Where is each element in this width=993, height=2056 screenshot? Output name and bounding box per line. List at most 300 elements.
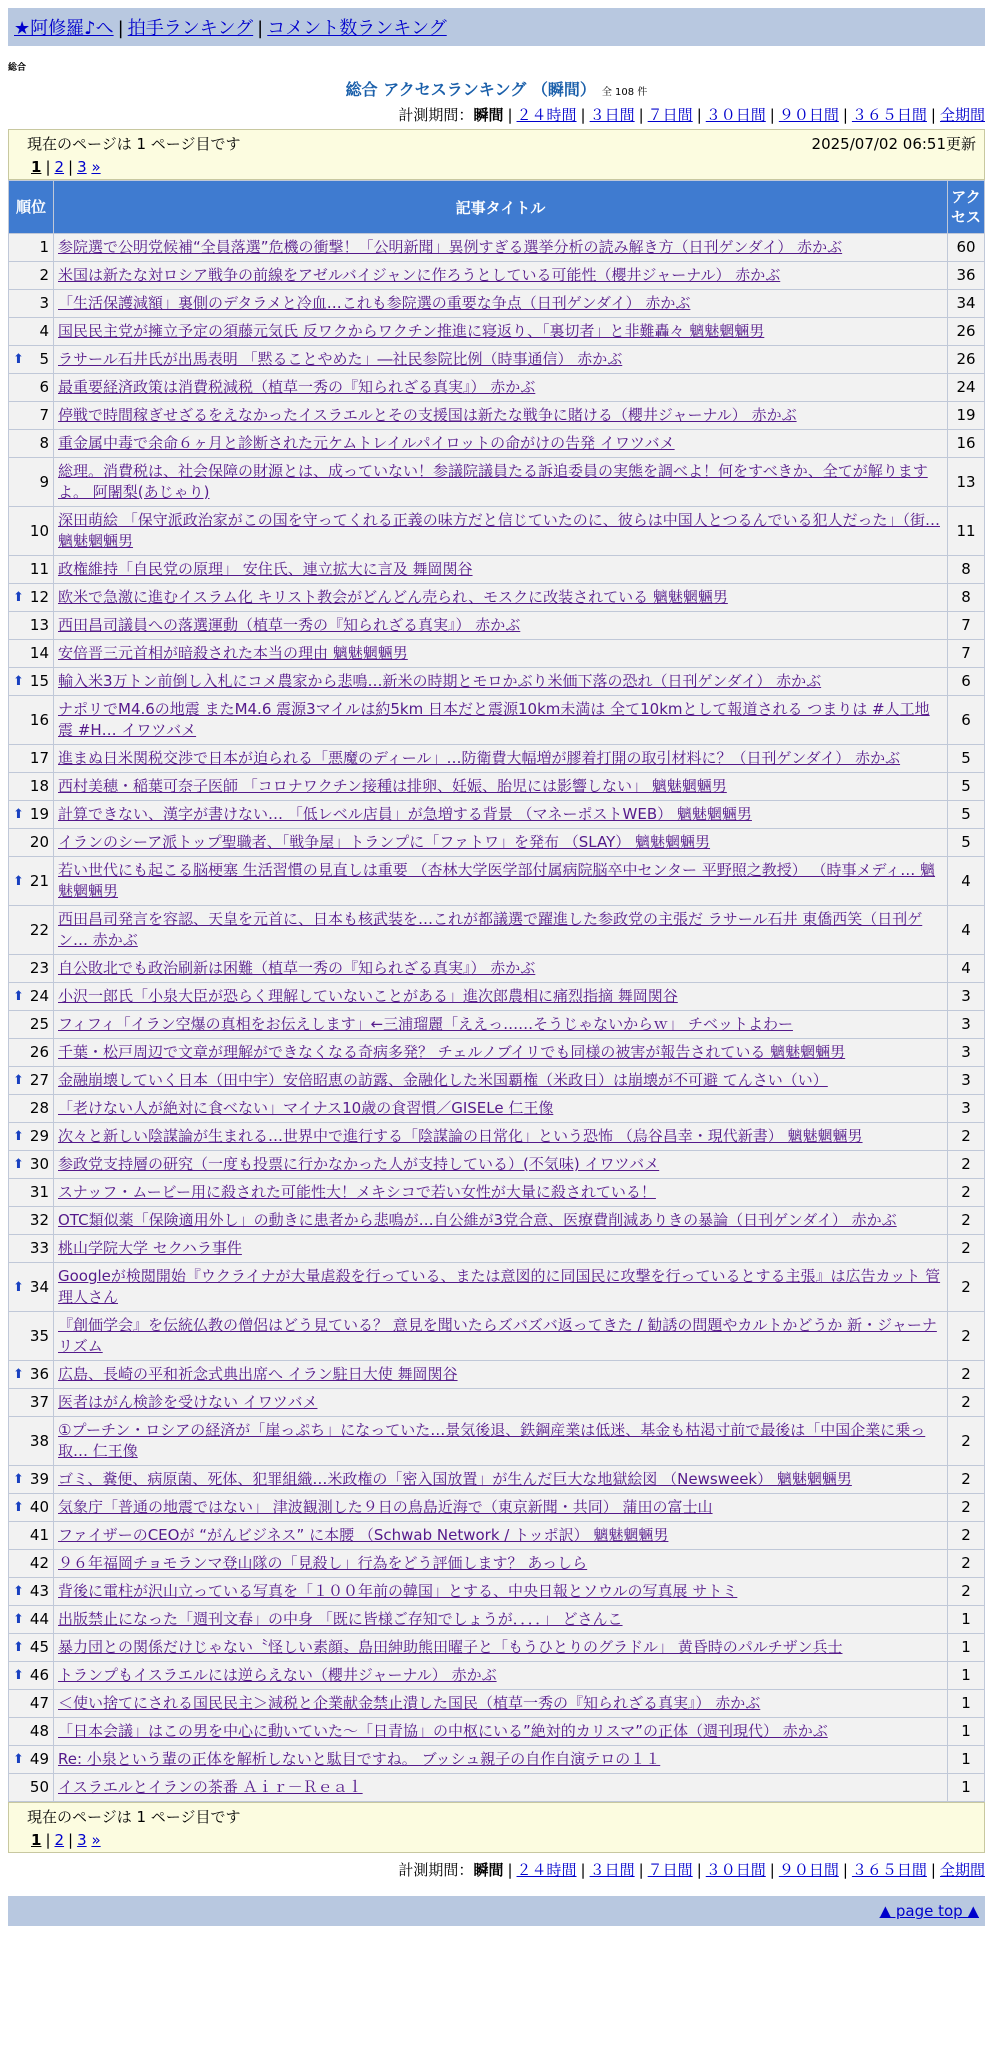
rank-up-icon: ⬆	[13, 807, 24, 822]
access-count: 2	[948, 1550, 985, 1578]
article-link[interactable]: 出版禁止になった「週刊文春」の中身 「既に皆様ご存知でしょうが．．．．」 どさんこ	[58, 1610, 623, 1628]
access-count: 6	[948, 696, 985, 745]
access-count: 60	[948, 234, 985, 262]
access-count: 1	[948, 1774, 985, 1802]
table-row	[9, 584, 985, 612]
table-row	[9, 857, 985, 906]
title-cell	[54, 1151, 948, 1179]
rank-cell	[9, 1263, 54, 1312]
table-row	[9, 507, 985, 556]
access-count: 8	[948, 556, 985, 584]
rank-cell	[9, 1011, 54, 1039]
title-cell	[54, 402, 948, 430]
table-row	[9, 556, 985, 584]
table-row	[9, 1095, 985, 1123]
table-row	[9, 458, 985, 507]
table-row	[9, 612, 985, 640]
table-row	[9, 773, 985, 801]
table-row	[9, 1151, 985, 1179]
next-page-link[interactable]: »	[91, 158, 101, 176]
rank-number: 46	[29, 1666, 49, 1684]
page-link[interactable]: 3	[77, 1831, 87, 1849]
table-row	[9, 1550, 985, 1578]
rank-cell	[9, 1774, 54, 1802]
article-link[interactable]: 計算できない、漢字が書けない… 「低レベル店員」が急増する背景 （マネーポストWEB） 魑魅魍魎男	[58, 805, 752, 823]
title-cell	[54, 983, 948, 1011]
title-cell	[54, 1662, 948, 1690]
access-count: 2	[948, 1263, 985, 1312]
rank-cell	[9, 1095, 54, 1123]
title-cell	[54, 1774, 948, 1802]
rank-cell	[9, 1522, 54, 1550]
article-link[interactable]: ファイザーのCEOが “がんビジネス” に本腰 （Schwab Network / トッポ訳） 魑魅魍魎男	[58, 1526, 669, 1544]
title-cell	[54, 430, 948, 458]
table-row	[9, 801, 985, 829]
rank-number: 11	[29, 560, 49, 578]
article-link[interactable]: ゴミ、糞便、病原菌、死体、犯罪組織…米政権の「密入国放置」が生んだ巨大な地獄絵図 （Newsweek） 魑魅魍魎男	[58, 1470, 852, 1488]
article-link[interactable]: 西田昌司発言を容認、天皇を元首に、日本も核武装を…これが都議選で躍進した参政党の主張だ ラサール石井 東僑西笑（日刊ゲン… 赤かぶ	[58, 910, 923, 949]
table-row	[9, 1389, 985, 1417]
article-link[interactable]: 総理。消費税は、社会保障の財源とは、成っていない！参議院議員たる訴追委員の実態を調べよ！何をすべきか、全てが解りますよ。 阿闍梨(あじゃり)	[58, 462, 928, 501]
rank-number: 3	[39, 294, 49, 312]
article-link[interactable]: 安倍晋三元首相が暗殺された本当の理由 魑魅魍魎男	[58, 644, 408, 662]
pagination-box-bottom	[8, 1802, 985, 1853]
article-link[interactable]: ＜使い捨てにされる国民民主＞減税と企業献金禁止潰した国民（植草一秀の『知られざる真実』） 赤かぶ	[58, 1694, 761, 1712]
table-row	[9, 1466, 985, 1494]
article-link[interactable]: OTC類似薬「保険適用外し」の動きに患者から悲鳴が…自公維が3党合意、医療費削減ありきの暴論（日刊ゲンダイ） 赤かぶ	[58, 1211, 897, 1229]
table-row	[9, 262, 985, 290]
access-count: 1	[948, 1662, 985, 1690]
access-count: 1	[948, 1746, 985, 1774]
rank-number: 35	[29, 1326, 49, 1345]
title-cell	[54, 1578, 948, 1606]
rank-cell	[9, 1151, 54, 1179]
rank-number: 22	[29, 920, 49, 939]
rank-cell	[9, 745, 54, 773]
page-title: 総合 アクセスランキング （瞬間）	[345, 80, 596, 99]
page-indicator: 現在のページは 1 ページ目です	[27, 135, 241, 153]
title-cell	[54, 556, 948, 584]
access-count: 1	[948, 1690, 985, 1718]
rank-number: 37	[29, 1393, 49, 1411]
pager-sep: |	[45, 158, 51, 176]
table-row	[9, 1690, 985, 1718]
title-cell	[54, 1690, 948, 1718]
period-link[interactable]: ２４時間	[516, 1861, 577, 1879]
rank-number: 39	[29, 1470, 49, 1488]
article-link[interactable]: 金融崩壊していく日本（田中宇）安倍昭恵の訪露、金融化した米国覇権（米政日）は崩壊が不可避 てんさい（い）	[58, 1071, 828, 1089]
table-row	[9, 1417, 985, 1466]
rank-cell	[9, 1662, 54, 1690]
table-row	[9, 640, 985, 668]
article-link[interactable]: ラサール石井氏が出馬表明 「黙ることやめた」―社民参院比例（時事通信） 赤かぶ	[58, 350, 623, 368]
article-link[interactable]: ９６年福岡チョモランマ登山隊の「見殺し」行為をどう評価します？ あっしら	[58, 1554, 588, 1572]
access-count: 8	[948, 584, 985, 612]
total-count: 全 108 件	[601, 87, 648, 98]
rank-number: 32	[29, 1211, 49, 1229]
access-count: 3	[948, 1067, 985, 1095]
table-row	[9, 745, 985, 773]
access-count: 2	[948, 1494, 985, 1522]
rank-number: 38	[29, 1431, 49, 1450]
nav-sep: |	[117, 18, 124, 39]
article-link[interactable]: 政権維持「自民党の原理」 安住氏、連立拡大に言及 舞岡関谷	[58, 560, 473, 578]
rank-cell	[9, 1179, 54, 1207]
access-count: 24	[948, 374, 985, 402]
period-sep: |	[638, 1861, 644, 1879]
page-link[interactable]: 3	[77, 158, 87, 176]
rank-cell	[9, 612, 54, 640]
access-count: 2	[948, 1235, 985, 1263]
rank-up-icon: ⬆	[13, 590, 24, 605]
rank-number: 1	[39, 238, 49, 256]
ranking-table	[8, 180, 985, 1802]
rank-cell	[9, 374, 54, 402]
page-current: 1	[31, 158, 42, 176]
table-row	[9, 829, 985, 857]
rank-number: 20	[29, 833, 49, 851]
rank-up-icon: ⬆	[13, 1584, 24, 1599]
rank-cell	[9, 346, 54, 374]
rank-cell	[9, 290, 54, 318]
page-top-link[interactable]: ▲ page top ▲	[879, 1902, 979, 1920]
article-link[interactable]: 医者はがん検診を受けない イワツバメ	[58, 1393, 318, 1411]
title-cell	[54, 1123, 948, 1151]
access-count: 26	[948, 346, 985, 374]
rank-number: 23	[29, 959, 49, 977]
access-count: 34	[948, 290, 985, 318]
article-link[interactable]: 気象庁「普通の地震ではない」 津波観測した９日の鳥島近海で（東京新聞・共同） 蒲田の富士山	[58, 1498, 713, 1516]
period-link[interactable]: 全期間	[939, 106, 985, 124]
table-row	[9, 374, 985, 402]
rank-number: 6	[39, 378, 49, 396]
rank-number: 40	[29, 1498, 49, 1516]
rank-cell	[9, 1361, 54, 1389]
article-link[interactable]: 若い世代にも起こる脳梗塞 生活習慣の見直しは重要 （杏林大学医学部付属病院脳卒中センター 平野照之教授） （時事メディ… 魑魅魍魎男	[58, 861, 936, 900]
access-count: 2	[948, 1179, 985, 1207]
access-count: 5	[948, 745, 985, 773]
period-link[interactable]: ３０日間	[705, 106, 766, 124]
access-count: 7	[948, 612, 985, 640]
table-row	[9, 290, 985, 318]
title-cell	[54, 773, 948, 801]
table-row	[9, 1606, 985, 1634]
rank-cell	[9, 1207, 54, 1235]
article-link[interactable]: 国民民主党が擁立予定の須藤元気氏 反ワクからワクチン推進に寝返り、「裏切者」と非難轟々 魑魅魍魎男	[58, 322, 765, 340]
rank-cell	[9, 857, 54, 906]
table-row	[9, 346, 985, 374]
table-row	[9, 1522, 985, 1550]
title-cell	[54, 1095, 948, 1123]
access-count: 16	[948, 430, 985, 458]
rank-up-icon: ⬆	[13, 352, 24, 367]
rank-up-icon: ⬆	[13, 1279, 24, 1295]
rank-cell	[9, 262, 54, 290]
article-link[interactable]: 参院選で公明党候補“全員落選”危機の衝撃！「公明新聞」異例すぎる選挙分析の読み解き方（日刊ゲンダイ） 赤かぶ	[58, 238, 843, 256]
table-row	[9, 668, 985, 696]
title-cell	[54, 696, 948, 745]
rank-cell	[9, 668, 54, 696]
pagination	[17, 1831, 976, 1849]
table-row	[9, 1123, 985, 1151]
period-link[interactable]: ９０日間	[778, 106, 839, 124]
period-link[interactable]: ３６５日間	[851, 1861, 927, 1879]
rank-number: 36	[29, 1365, 49, 1383]
title-cell	[54, 1235, 948, 1263]
period-sep: |	[580, 106, 586, 124]
rank-number: 13	[29, 616, 49, 634]
title-cell	[54, 346, 948, 374]
rank-cell	[9, 1417, 54, 1466]
article-link[interactable]: ①プーチン・ロシアの経済が「崖っぷち」になっていた…景気後退、鉄鋼産業は低迷、基金も枯渇寸前で最後は「中国企業に乗っ取… 仁王像	[58, 1421, 926, 1460]
top-nav	[8, 8, 985, 46]
article-link[interactable]: 「生活保護減額」裏側のデタラメと冷血…これも参院選の重要な争点（日刊ゲンダイ） 赤かぶ	[58, 294, 691, 312]
page-link[interactable]: 2	[54, 1831, 65, 1849]
rank-number: 7	[39, 406, 49, 424]
period-current: 瞬間	[473, 1861, 504, 1879]
title-cell	[54, 262, 948, 290]
access-count: 5	[948, 801, 985, 829]
rank-number: 21	[29, 871, 49, 890]
title-cell	[54, 1494, 948, 1522]
home-link[interactable]: ★阿修羅♪へ	[14, 18, 114, 39]
rank-number: 10	[29, 521, 49, 540]
table-row	[9, 1578, 985, 1606]
title-cell	[54, 1039, 948, 1067]
rank-cell	[9, 1718, 54, 1746]
article-link[interactable]: 参政党支持層の研究（一度も投票に行かなかった人が支持している）(不気味) イワツバメ	[58, 1155, 660, 1173]
rank-cell	[9, 1389, 54, 1417]
access-count: 2	[948, 1389, 985, 1417]
article-link[interactable]: 「日本会議」はこの男を中心に動いていた〜「日青協」の中枢にいる”絶対的カリスマ”の正体（週刊現代） 赤かぶ	[58, 1722, 828, 1740]
title-cell	[54, 1179, 948, 1207]
pager-sep: |	[68, 1831, 74, 1849]
rank-up-icon: ⬆	[13, 1472, 24, 1487]
title-cell	[54, 1466, 948, 1494]
table-row	[9, 318, 985, 346]
title-cell	[54, 1522, 948, 1550]
access-count: 36	[948, 262, 985, 290]
article-link[interactable]: 最重要経済政策は消費税減税（植草一秀の『知られざる真実』） 赤かぶ	[58, 378, 536, 396]
article-link[interactable]: 暴力団との関係だけじゃない〝怪しい素顔〟島田紳助熊田曜子と「もうひとりのグラドル」 黄昏時のパルチザン兵士	[58, 1638, 843, 1656]
article-link[interactable]: 千葉・松戸周辺で文章が理解ができなくなる奇病多発？ チェルノブイリでも同様の被害が報告されている 魑魅魍魎男	[58, 1043, 846, 1061]
article-link[interactable]: 『創価学会』を伝統仏教の僧侶はどう見ている？ 意見を聞いたらズバズバ返ってきた / 勧誘の問題やカルトかどうか 新・ジャーナリズム	[58, 1316, 937, 1355]
article-link[interactable]: 西田昌司議員への落選運動（植草一秀の『知られざる真実』） 赤かぶ	[58, 616, 521, 634]
article-link[interactable]: ナポリでM4.6の地震 またM4.6 震源3マイルは約5km 日本だと震源10km未満は 全て10kmとして報道される つまりは #人工地震 #H… イワツバメ	[58, 700, 930, 739]
access-count: 7	[948, 640, 985, 668]
rank-number: 31	[29, 1183, 49, 1201]
period-link[interactable]: ３日間	[589, 1861, 635, 1879]
rank-cell	[9, 1634, 54, 1662]
table-row	[9, 1634, 985, 1662]
title-cell	[54, 1550, 948, 1578]
period-sep: |	[842, 1861, 848, 1879]
article-link[interactable]: イランのシーア派トップ聖職者、「戦争屋」トランプに「ファトワ」を発布 （SLAY） 魑魅魍魎男	[58, 833, 711, 851]
rank-number: 45	[29, 1638, 49, 1656]
access-count: 6	[948, 668, 985, 696]
access-count: 2	[948, 1417, 985, 1466]
rank-number: 19	[29, 805, 49, 823]
period-label: 計測期間：	[398, 1861, 474, 1879]
access-count: 2	[948, 1312, 985, 1361]
rank-cell	[9, 402, 54, 430]
period-sep: |	[930, 106, 936, 124]
comment-ranking-link[interactable]: コメント数ランキング	[267, 18, 447, 39]
rank-cell	[9, 234, 54, 262]
article-link[interactable]: 重金属中毒で余命６ヶ月と診断された元ケムトレイルパイロットの命がけの告発 イワツバメ	[58, 434, 675, 452]
rank-cell	[9, 318, 54, 346]
table-row	[9, 1718, 985, 1746]
access-count: 3	[948, 1011, 985, 1039]
period-link[interactable]: ９０日間	[778, 1861, 839, 1879]
rank-up-icon: ⬆	[13, 674, 24, 689]
period-sep: |	[769, 1861, 775, 1879]
article-link[interactable]: 深田萌絵 「保守派政治家がこの国を守ってくれる正義の味方だと信じていたのに、彼らは中国人とつるんでいる犯人だった」（街… 魑魅魍魎男	[58, 511, 940, 550]
period-sep: |	[769, 106, 775, 124]
table-row	[9, 983, 985, 1011]
rank-cell	[9, 983, 54, 1011]
rank-number: 34	[29, 1277, 49, 1296]
rank-number: 16	[29, 710, 49, 729]
page-current: 1	[31, 1831, 42, 1849]
title-cell	[54, 1606, 948, 1634]
clap-ranking-link[interactable]: 拍手ランキング	[127, 18, 254, 39]
article-link[interactable]: スナッフ・ムービー用に殺された可能性大！メキシコで若い女性が大量に殺されている！	[58, 1183, 656, 1201]
period-sep: |	[696, 106, 702, 124]
access-count: 13	[948, 458, 985, 507]
article-link[interactable]: 広島、長崎の平和祈念式典出席へ イラン駐日大使 舞岡関谷	[58, 1365, 458, 1383]
title-cell	[54, 1263, 948, 1312]
title-cell	[54, 857, 948, 906]
article-link[interactable]: 「老けない人が絶対に食べない」マイナス10歳の食習慣／GISELe 仁王像	[58, 1099, 554, 1117]
period-current: 瞬間	[473, 106, 504, 124]
rank-cell	[9, 556, 54, 584]
article-link[interactable]: 停戦で時間稼ぎせざるをえなかったイスラエルとその支援国は新たな戦争に賭ける（櫻井ジャーナル） 赤かぶ	[58, 406, 797, 424]
table-row	[9, 1774, 985, 1802]
table-row	[9, 1263, 985, 1312]
pagination-box-top	[8, 129, 985, 180]
period-link[interactable]: ７日間	[647, 106, 693, 124]
rank-up-icon: ⬆	[13, 1668, 24, 1683]
period-sep: |	[842, 106, 848, 124]
period-label: 計測期間：	[398, 106, 474, 124]
period-link[interactable]: 全期間	[939, 1861, 985, 1879]
article-link[interactable]: Re: 小泉という輩の正体を解析しないと駄目ですね。 ブッシュ親子の自作自演テロの１１	[58, 1750, 661, 1768]
article-link[interactable]: 次々と新しい陰謀論が生まれる…世界中で進行する「陰謀論の日常化」という恐怖 （烏谷昌幸・現代新書） 魑魅魍魎男	[58, 1127, 863, 1145]
title-cell	[54, 458, 948, 507]
access-count: 4	[948, 955, 985, 983]
title-cell	[54, 955, 948, 983]
rank-cell	[9, 430, 54, 458]
title-cell	[54, 1207, 948, 1235]
table-row	[9, 1662, 985, 1690]
title-cell	[54, 1634, 948, 1662]
rank-up-icon: ⬆	[13, 1367, 24, 1382]
page-link[interactable]: 2	[54, 158, 65, 176]
count-header: アクセス	[948, 181, 985, 234]
table-row	[9, 1235, 985, 1263]
article-link[interactable]: フィフィ「イラン空爆の真相をお伝えします」←三浦瑠麗「ええっ……そうじゃないからｗ」 チベットよわー	[58, 1015, 793, 1033]
rank-number: 28	[29, 1099, 49, 1117]
rank-cell	[9, 1746, 54, 1774]
title-cell	[54, 1389, 948, 1417]
rank-up-icon: ⬆	[13, 1500, 24, 1515]
access-count: 3	[948, 1039, 985, 1067]
article-link[interactable]: 小沢一郎氏「小泉大臣が恐らく理解していないことがある」進次郎農相に痛烈指摘 舞岡関谷	[58, 987, 678, 1005]
table-row	[9, 1011, 985, 1039]
article-link[interactable]: 進まぬ日米関税交渉で日本が迫られる「悪魔のディール」…防衛費大幅増が膠着打開の取引材料に？（日刊ゲンダイ） 赤かぶ	[58, 749, 901, 767]
rank-up-icon: ⬆	[13, 1157, 24, 1172]
article-link[interactable]: 桃山学院大学 セクハラ事件	[58, 1239, 242, 1257]
article-link[interactable]: 輸入米3万トン前倒し入札にコメ農家から悲鳴…新米の時期とモロかぶり米価下落の恐れ（日刊ゲンダイ） 赤かぶ	[58, 672, 822, 690]
title-cell	[54, 668, 948, 696]
bottom-bar	[8, 1896, 985, 1926]
period-link[interactable]: ３日間	[589, 106, 635, 124]
period-selector	[8, 104, 985, 125]
article-link[interactable]: イスラエルとイランの茶番 Ａｉｒ－Ｒｅａｌ	[58, 1778, 363, 1796]
table-row	[9, 1039, 985, 1067]
period-link[interactable]: ３０日間	[705, 1861, 766, 1879]
access-count: 2	[948, 1522, 985, 1550]
rank-cell	[9, 1312, 54, 1361]
table-row	[9, 402, 985, 430]
period-link[interactable]: ２４時間	[516, 106, 577, 124]
rank-number: 4	[39, 322, 49, 340]
access-count: 2	[948, 1123, 985, 1151]
article-link[interactable]: 自公敗北でも政治刷新は困難（植草一秀の『知られざる真実』） 赤かぶ	[58, 959, 536, 977]
period-selector-bottom	[8, 1859, 985, 1880]
rank-number: 26	[29, 1043, 49, 1061]
table-row	[9, 1746, 985, 1774]
rank-header: 順位	[9, 181, 54, 234]
rank-cell	[9, 1123, 54, 1151]
article-link[interactable]: トランプもイスラエルには逆らえない（櫻井ジャーナル） 赤かぶ	[58, 1666, 497, 1684]
rank-up-icon: ⬆	[13, 873, 24, 889]
rank-number: 29	[29, 1127, 49, 1145]
table-row	[9, 1494, 985, 1522]
next-page-link[interactable]: »	[91, 1831, 101, 1849]
article-link[interactable]: 欧米で急激に進むイスラム化 キリスト教会がどんどん売られ、モスクに改装されている 魑魅魍魎男	[58, 588, 728, 606]
title-cell	[54, 1361, 948, 1389]
access-count: 1	[948, 1718, 985, 1746]
period-link[interactable]: ７日間	[647, 1861, 693, 1879]
article-link[interactable]: 米国は新たな対ロシア戦争の前線をアゼルバイジャンに作ろうとしている可能性（櫻井ジャーナル） 赤かぶ	[58, 266, 781, 284]
period-sep: |	[507, 1861, 513, 1879]
period-link[interactable]: ３６５日間	[851, 106, 927, 124]
rank-up-icon: ⬆	[13, 1612, 24, 1627]
title-header: 記事タイトル	[54, 181, 948, 234]
access-count: 2	[948, 1466, 985, 1494]
rank-number: 43	[29, 1582, 49, 1600]
nav-sep: |	[257, 18, 264, 39]
article-link[interactable]: Googleが検閲開始『ウクライナが大量虐殺を行っている、または意図的に同国民に攻撃を行っているとする主張』は広告カット 管理人さん	[58, 1267, 941, 1306]
article-link[interactable]: 背後に電柱が沢山立っている写真を「１００年前の韓国」とする、中央日報とソウルの写真展 サトミ	[58, 1582, 738, 1600]
table-row	[9, 1179, 985, 1207]
rank-number: 27	[29, 1071, 49, 1089]
access-count: 11	[948, 507, 985, 556]
rank-number: 48	[29, 1722, 49, 1740]
rank-cell	[9, 773, 54, 801]
period-sep: |	[580, 1861, 586, 1879]
rank-number: 8	[39, 434, 49, 452]
title-cell	[54, 801, 948, 829]
period-sep: |	[638, 106, 644, 124]
article-link[interactable]: 西村美穂・稲葉可奈子医師 「コロナワクチン接種は排卵、妊娠、胎児には影響しない」 魑魅魍魎男	[58, 777, 727, 795]
access-count: 4	[948, 857, 985, 906]
rank-number: 14	[29, 644, 49, 662]
rank-cell	[9, 696, 54, 745]
rank-cell	[9, 1466, 54, 1494]
